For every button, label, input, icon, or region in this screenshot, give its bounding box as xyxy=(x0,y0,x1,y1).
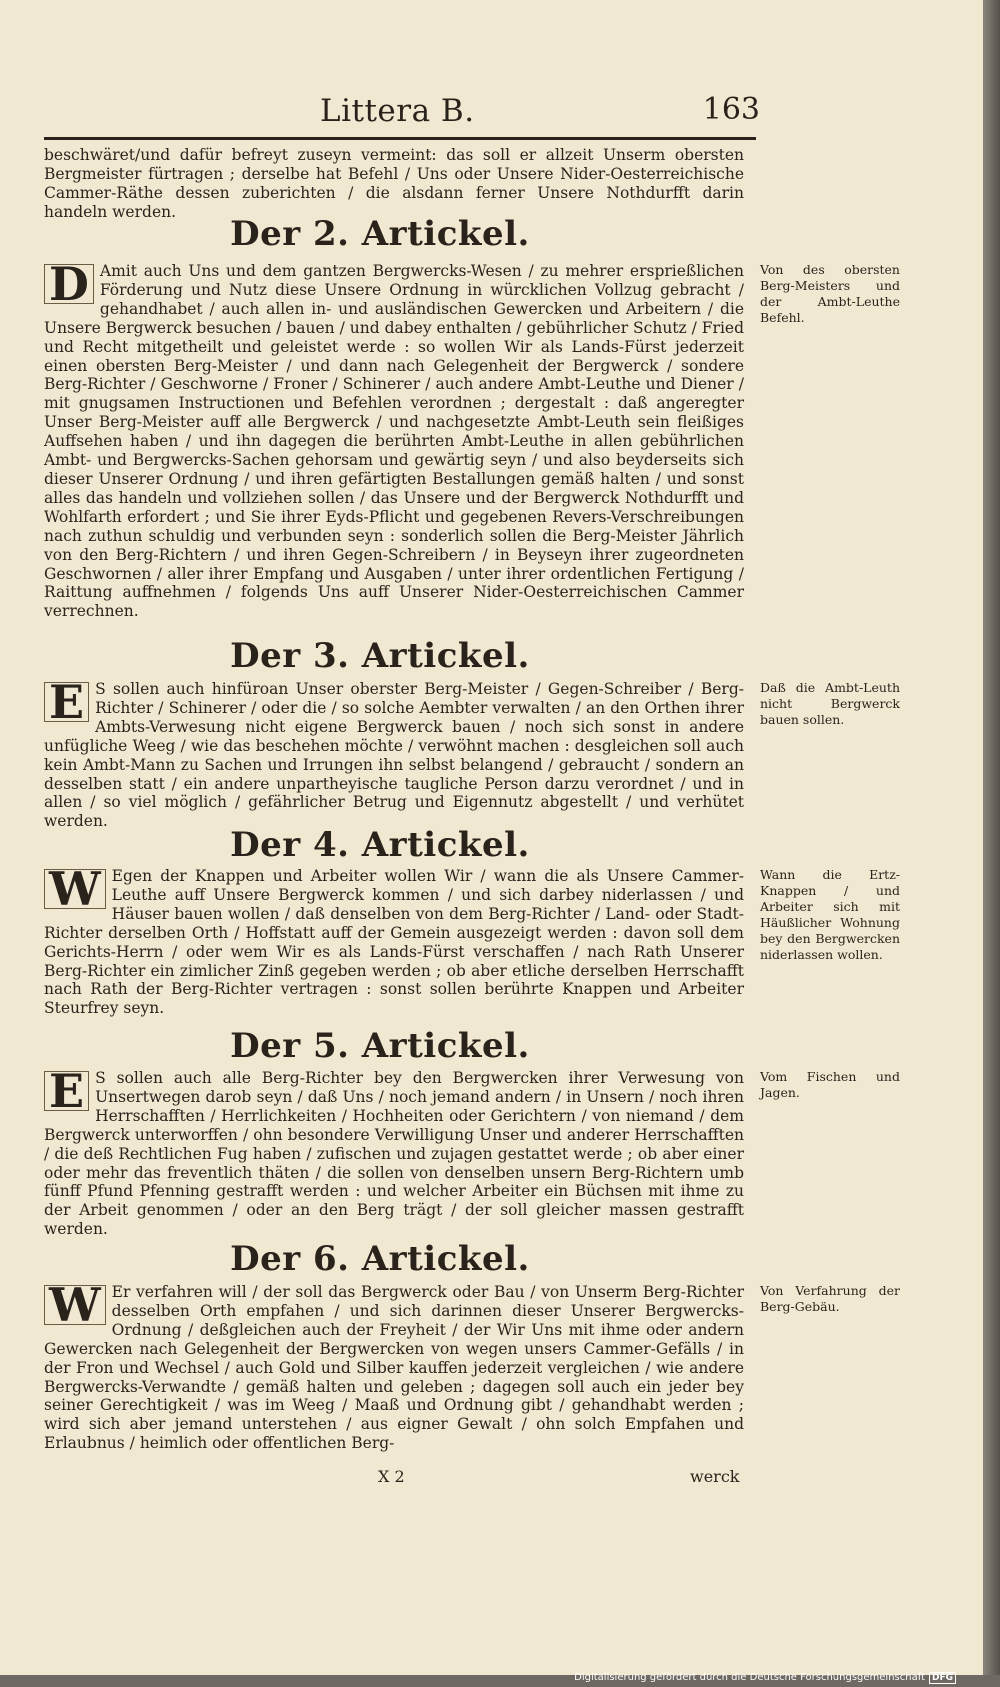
digitization-credit xyxy=(574,1672,956,1684)
article-5-paragraph xyxy=(44,1064,744,1239)
page-number: 163 xyxy=(702,92,760,127)
article-3-margin-note: Daß die Ambt-Leuth nicht Bergwerck bauen sollen. xyxy=(760,680,900,727)
article-5-text: S sollen auch alle Berg-Richter bey den Bergwercken ihrer Verwesung von Unsertwegen darob seyn / daß Uns / noch jemand andern / in Unsern / noch ihren Herrschafften / Herrlichkeiten / Hochheiten oder Gerichtern / von niemand / dem Bergwerck unterworffen / ohn besondere Verwilligung Unser und anderer Herrschafften / die deß Rechtlichen Fug haben / zufischen und zujagen gestattet werde ; ob aber einer oder mehr das freventlich thäten / die sollen von denselben unsern Berg-Richtern umb fünff Pfund Pfenning gestrafft werden : und welcher Arbeiter ein Büchsen mit ihme zu der Arbeit genommen / oder an den Berg trägt / der soll gleicher massen gestrafft werden. xyxy=(44,1069,744,1239)
header-rule xyxy=(44,137,756,140)
article-3-dropcap: E xyxy=(44,682,89,722)
article-6-text: Er verfahren will / der soll das Bergwerck oder Bau / von Unserm Berg-Richter desselben Orth empfahen / und sich darinnen dieser Unserer Bergwercks-Ordnung / deßgleichen auch der Freyheit / der Wir Uns mit ihme oder andern Gewercken nach Gelegenheit der Bergwercken von wegen unsers Cammer-Gefälls / in der Fron und Wechsel / auch Gold und Silber kauffen jederzeit vergleichen / wie andere Bergwercks-Verwandte / gemäß halten und geleben ; dagegen soll auch ein jeder bey seiner Gerechtigkeit / was im Weeg / Maaß und Ordnung gibt / gehandhabt werden ; wird sich aber jemand unterstehen / aus eigner Gewalt / ohn solch Empfahen und Erlaubnus / heimlich oder offentlichen Berg- xyxy=(44,1283,744,1453)
article-6-margin-note: Von Verfahrung der Berg-Gebäu. xyxy=(760,1283,900,1314)
article-3-text: S sollen auch hinfüroan Unser oberster Berg-Meister / Gegen-Schreiber / Berg-Richter / Schinerer / oder die / so solche Aembter verwalten / an den Orthen ihrer Ambts-Verwesung nicht eigene Bergwerck bauen / noch sich sonst in andere unfügliche Weeg / wie das beschehen möchte / verwöhnt machen : desgleichen soll auch kein Ambt-Mann zu Sachen und Irrungen ihn selbst belangend / gebraucht / sondern an desselben statt / ein andere unpartheyische taugliche Person darzu verordnet / und in allen / so viel möglich / gefährlicher Betrug und Eigennutz abgestellt / und verhütet werden. xyxy=(44,680,744,831)
article-4-paragraph xyxy=(44,862,744,1018)
article-5-dropcap: E xyxy=(44,1071,89,1111)
signature-mark: X 2 xyxy=(378,1467,405,1486)
running-head-title: Littera B. xyxy=(320,93,475,129)
article-2-margin-note: Von des obersten Berg-Meisters und der Ambt-Leuthe Befehl. xyxy=(760,262,900,325)
dfg-logo: DFG xyxy=(929,1672,956,1684)
article-3-paragraph xyxy=(44,675,744,831)
catchword: werck xyxy=(690,1467,740,1486)
article-3-heading: Der 3. Artickel. xyxy=(230,636,530,676)
article-5-heading: Der 5. Artickel. xyxy=(230,1026,530,1066)
credit-text: Digitalisierung gefördert durch die Deutsche Forschungsgemeinschaft xyxy=(574,1672,925,1683)
article-2-text: Amit auch Uns und dem gantzen Bergwercks-Wesen / zu mehrer ersprießlichen Förderung und Nutz diese Unsere Ordnung in würcklichen Vollzug gebracht / gehandhabet / auch allen in- und ausländischen Gewercken und Arbeitern / die Unsere Bergwerck besuchen / bauen / und dabey enthalten / gebührlicher Schutz / Fried und Recht mitgetheilt und geleistet werde : so wollen Wir als Lands-Fürst jederzeit einen obersten Berg-Meister / und dann nach Gelegenheit der Bergwerck / sondere Berg-Richter / Geschworne / Froner / Schinerer / auch andere Ambt-Leuthe und Diener / mit gnugsamen Instructionen und Befehlen verordnen ; dergestalt : daß angeregter Unser Berg-Meister auff alle Bergwerck / und nachgesetzte Ambt-Leuth sein fleißiges Auffsehen haben / und ihn dagegen die berührten Ambt-Leuthe in allen gebührlichen Ambt- und Bergwercks-Sachen gehorsam und gewärtig seyn / und also beyderseits sich dieser Unserer Ordnung / und ihren gefärtigten Bestallungen gemäß halten / und sonst alles das handeln und vollziehen sollen / das Unsere und der Bergwerck Nothdurfft und Wohlfarth erfordert ; und Sie ihrer Eyds-Pflicht und gegebenen Revers-Verschreibungen nach zuthun schuldig und verbunden seyn : sonderlich sollen die Berg-Meister Jährlich von den Berg-Richtern / und ihren Gegen-Schreibern / in Beyseyn ihrer zugeordneten Geschwornen / aller ihrer Empfang und Ausgaben / unter ihrer ordentlichen Fertigung / Raittung auffnehmen / folgends Uns auff Unserer Nider-Oesterreichischen Cammer verrechnen. xyxy=(44,262,744,621)
article-2-dropcap: D xyxy=(44,264,94,304)
article-4-margin-note: Wann die Ertz-Knappen / und Arbeiter sich mit Häußlicher Wohnung bey den Bergwercken niderlassen wollen. xyxy=(760,867,900,962)
article-4-text: Egen der Knappen und Arbeiter wollen Wir / wann die als Unsere Cammer-Leuthe auff Unsere Bergwerck kommen / und sich darbey niderlassen / und Häuser bauen wollen / daß denselben von dem Berg-Richter / Land- oder Stadt-Richter derselben Orth / Hoffstatt auff der Gemein ausgezeigt werden : davon soll dem Gerichts-Herrn / oder wem Wir es als Lands-Fürst verschaffen / nach Rath Unserer Berg-Richter ein zimlicher Zinß gegeben werden ; ob aber etliche derselben Herrschafft nach Rath der Berg-Richter vertragen : sonst sollen berührte Knappen und Arbeiter Steurfrey seyn. xyxy=(44,867,744,1018)
article-6-dropcap: W xyxy=(44,1285,106,1325)
article-2-paragraph xyxy=(44,257,744,621)
article-6-heading: Der 6. Artickel. xyxy=(230,1239,530,1279)
article-6-paragraph xyxy=(44,1278,744,1453)
page-edge xyxy=(983,0,1000,1687)
article-4-dropcap: W xyxy=(44,869,106,909)
article-2-heading: Der 2. Artickel. xyxy=(230,214,530,254)
article-4-heading: Der 4. Artickel. xyxy=(230,825,530,865)
article-5-margin-note: Vom Fischen und Jagen. xyxy=(760,1069,900,1100)
intro-paragraph: beschwäret/und dafür befreyt zuseyn vermeint: das soll er allzeit Unserm obersten Bergmeister fürtragen ; derselbe hat Befehl / Uns oder Unsere Nider-Oesterreichische Cammer-Räthe dessen zuberichten / die alsdann ferner Unsere Nothdurfft darin handeln werden. xyxy=(44,146,744,221)
